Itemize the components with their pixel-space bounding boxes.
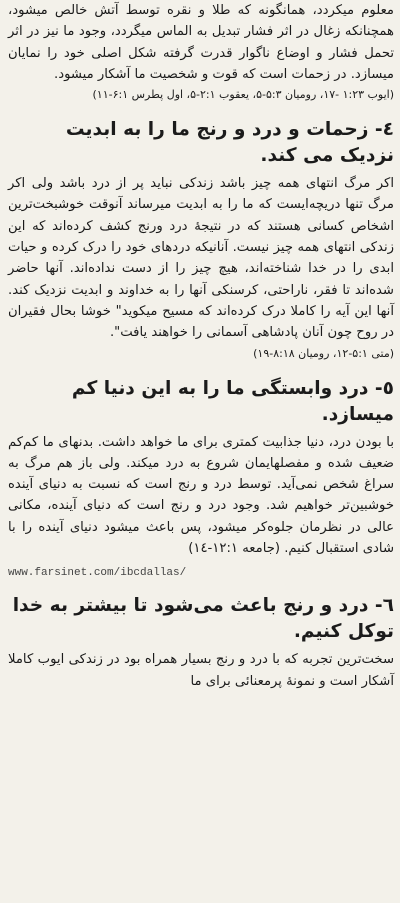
section-4-references: (متی ۵:۱-۱۲، رومیان ۸:۱۸-۱۹) bbox=[253, 346, 394, 360]
section-6-heading: ٦- درد و رنج باعث می‌شود تا بیشتر به خدا توکل کنیم. bbox=[12, 595, 394, 643]
section-5-heading: ٥- درد وابستگی ما را به این دنیا کم میسازد. bbox=[71, 377, 394, 425]
section-5-paragraph: با بودن درد، دنیا جذابیت کمتری برای ما خواهد داشت. بدنهای ما کم‌کم ضعیف شده و مفصلهایمان شروع به درد میکند. ولی باز هم مرگ به سراغ شخص نمی‌آید. توسط درد و رنج است که نسبت به دنیای آینده خوشبین‌تر خواهیم شد. وجود درد و رنج است که دنیای آینده، مکانی عالی در نظرمان جلوه‌کر میشود، پس باعث میشود دنیای آینده را با شادی استقبال کنیم. (جامعه ۱۲:۱-۱٤) bbox=[8, 434, 394, 557]
section-4-heading: ٤- زحمات و درد و رنج ما را به ابدیت نزدیک می کند. bbox=[65, 119, 394, 167]
website-url: www.farsinet.com/ibcdallas/ bbox=[8, 567, 187, 580]
section-4-paragraph: اکر مرگ انتهای همه چیز باشد زندکی نباید پر از درد باشد ولی اکر مرگ تنها دریچه‌ایست که ما را به ابدیت میرساند آنوقت خوشبخت‌ترین اشخاص کسانی هستند که در نتیجهٔ درد ورنج کشف کرده‌اند که این زندکی انتهای همه چیز نیست. آنانیکه دردهای خود را درک کرده و حیات ابدی را در خدا شناخته‌اند، هیچ چیز را از دست نداده‌اند. آنها حاضر شده‌اند تا فقر، ناراحتی، کرسنکی آنها را به خداوند و ابدیت نزدیک کند. آنها این آیه را کاملا درک کرده‌اند که مسیح میکوید" خوشا بحال فقیران در روح چون آنان پادشاهی آسمانی را خواهند یافت". bbox=[8, 176, 394, 341]
intro-paragraph: معلوم میکردد، همانگونه که طلا و نقره توسط آتش خالص میشود، همچنانکه زغال در اثر فشار تبدیل به الماس میگردد، وجود ما نیز در اثر تحمل فشار و اوضاع ناگوار قدرت گرفته شکل اصلی خود را نمایان میسازد. در زحمات است که قوت و شخصیت ما آشکار میشود. bbox=[8, 3, 394, 82]
intro-references: (ایوب ۱:۲۳ -۱۷، رومیان ۵:۳-۵، یعقوب ۲:۱-۵، اول پطرس ۶:۱-۱۱) bbox=[92, 88, 394, 102]
section-6-paragraph: سخت‌ترین تجربه که با درد و رنج بسیار همراه بود در زندکی ایوب کاملا آشکار است و نمونهٔ پرمعنائی برای ما bbox=[8, 652, 394, 689]
